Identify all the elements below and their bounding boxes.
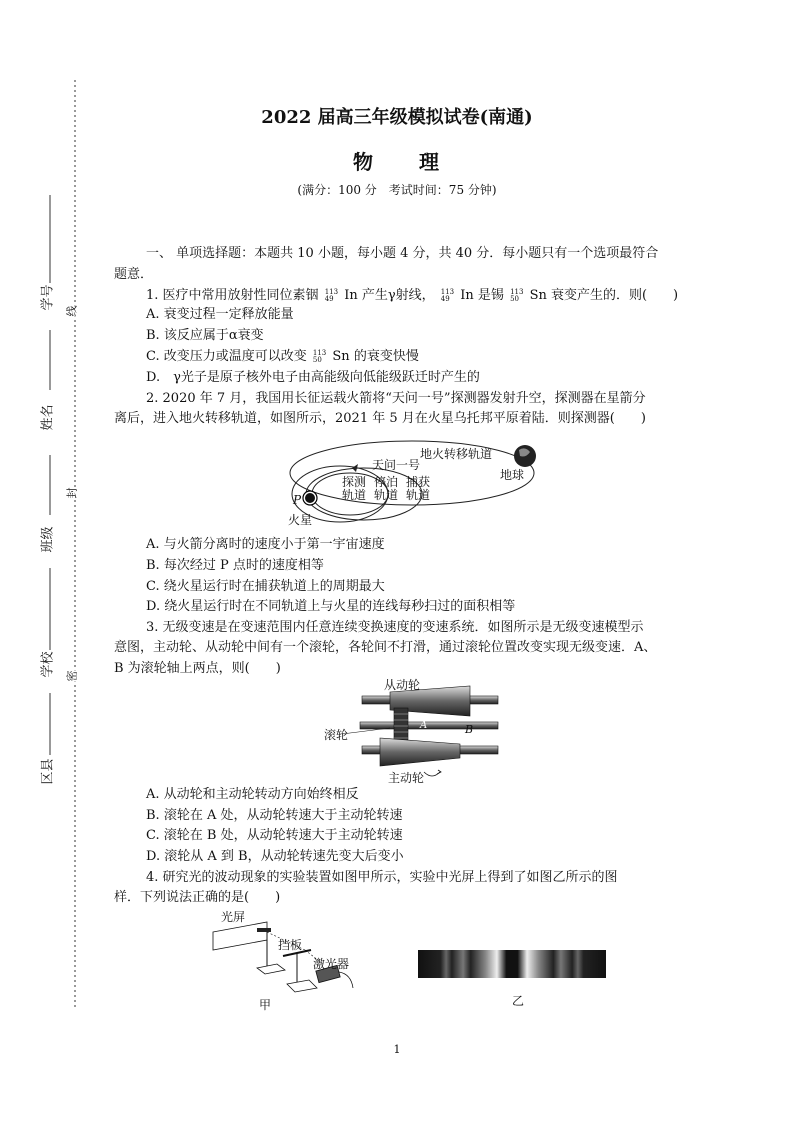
- q1-option-c-text2: Sn 的衰变快慢: [332, 349, 419, 364]
- point-p-label: P: [293, 493, 302, 507]
- nuclide-in-2: [441, 289, 454, 303]
- atomic-number: 49: [440, 294, 450, 303]
- q3-option-d: D. 滚轮从 A 到 B，从动轮转速先变大后变小: [146, 849, 404, 864]
- q2-option-d: D. 绕火星运行时在不同轨道上与火星的连线每秒扫过的面积相等: [146, 599, 516, 614]
- q2-line2: 离后，进入地火转移轨道，如图所示，2021 年 5 月在火星乌托邦平原着陆．则探测器( ): [114, 411, 646, 426]
- q2-option-c: C. 绕火星运行时在捕获轨道上的周期最大: [146, 579, 385, 594]
- exam-info: (满分：100 分 考试时间：75 分钟): [297, 183, 497, 197]
- exam-title: 2022 届高三年级模拟试卷(南通): [261, 107, 533, 128]
- probe-orbit-line1: 探测: [342, 475, 367, 489]
- school-label: 学校: [40, 651, 56, 678]
- nuclide-sn: [510, 289, 523, 303]
- q1-option-c: [114, 347, 684, 367]
- q3-line2: 意图，主动轮、从动轮中间有一个滚轮，各轮间不打滑，通过滚轮位置改变实现无级变速．A、: [114, 640, 657, 655]
- q3-line3: B 为滚轮轴上两点，则( ): [114, 661, 281, 676]
- atomic-number: 49: [324, 294, 334, 303]
- figure-jia-label: 甲: [259, 998, 272, 1012]
- q1-option-b: B. 该反应属于α衰变: [146, 328, 264, 343]
- q2-option-b: B. 每次经过 P 点时的速度相等: [146, 558, 324, 573]
- q1-stem-d: Sn 衰变产生的．则( ): [529, 288, 679, 303]
- parking-orbit-label: [374, 476, 398, 502]
- subject-title: 物 理: [353, 150, 441, 174]
- driving-wheel-label: 主动轮: [388, 771, 425, 785]
- q4-line2: 样．下列说法正确的是( ): [114, 890, 281, 905]
- mars-label: 火星: [288, 513, 313, 527]
- figure-yi-label: 乙: [512, 994, 525, 1008]
- q3-option-a: A. 从动轮和主动轮转动方向始终相反: [146, 787, 359, 802]
- q1-stem-a: 1. 医疗中常用放射性同位素铟: [146, 288, 319, 303]
- capture-orbit-label: [406, 476, 430, 502]
- tianwen-label: 天问一号: [372, 458, 421, 472]
- parking-orbit-line2: 轨道: [374, 488, 399, 502]
- q3-option-c: C. 滚轮在 B 处，从动轮转速大于主动轮转速: [146, 828, 403, 843]
- capture-orbit-line1: 捕获: [406, 475, 431, 489]
- q1-option-d: D. γ光子是原子核外电子由高能级向低能级跃迁时产生的: [146, 370, 480, 385]
- nuclide-sn-c: [313, 350, 326, 364]
- student-id-label: 学号: [40, 284, 56, 311]
- q3-cvt-figure: [320, 676, 510, 786]
- seal-line-mark: 线: [65, 305, 79, 317]
- parking-orbit-line1: 停泊: [374, 475, 399, 489]
- q3-line1: 3. 无级变速是在变速范围内任意连续变换速度的变速系统．如图所示是无级变速模型示: [146, 620, 644, 635]
- point-b-label: B: [465, 723, 474, 736]
- screen-label: 光屏: [221, 910, 246, 924]
- q4-interference-pattern: [418, 950, 606, 978]
- q2-line1: 2. 2020 年 7 月，我国用长征运载火箭将“天问一号”探测器发射升空，探测器在星箭分: [146, 391, 646, 406]
- roller-label: 滚轮: [324, 728, 349, 742]
- mass-number: 113: [312, 348, 327, 357]
- name-label: 姓名: [40, 404, 56, 431]
- seal-seal-mark: 封: [65, 487, 79, 499]
- earth-label: 地球: [500, 468, 525, 482]
- q4-apparatus-figure: [205, 908, 365, 1012]
- q1-option-a: A. 衰变过程一定释放能量: [146, 307, 294, 322]
- mass-number: 113: [324, 287, 339, 296]
- probe-orbit-line2: 轨道: [342, 488, 367, 502]
- fringe-pattern: [418, 950, 606, 978]
- atomic-number: 50: [510, 294, 519, 303]
- district-label: 区县: [40, 758, 56, 785]
- q1-option-c-text1: C. 改变压力或温度可以改变: [146, 349, 307, 364]
- baffle-label: 挡板: [278, 938, 303, 952]
- nuclide-in-1: [325, 289, 338, 303]
- class-label: 班级: [40, 526, 56, 553]
- transfer-orbit-label: 地火转移轨道: [420, 447, 493, 461]
- section-heading-line1: 一、 单项选择题：本题共 10 小题，每小题 4 分，共 40 分．每小题只有一个选项最符合: [146, 246, 659, 261]
- q2-orbit-figure: [282, 438, 542, 530]
- mass-number: 113: [510, 287, 524, 296]
- point-a-label: A: [420, 720, 428, 731]
- capture-orbit-line2: 轨道: [406, 488, 431, 502]
- probe-orbit-label: [342, 476, 366, 502]
- section-heading-line2: 题意．: [114, 267, 154, 282]
- laser-label: 激光器: [313, 957, 350, 971]
- q1-stem: [114, 286, 684, 306]
- seal-secret-mark: 密: [65, 670, 79, 682]
- q3-option-b: B. 滚轮在 A 处，从动轮转速大于主动轮转速: [146, 808, 403, 823]
- q2-option-a: A. 与火箭分离时的速度小于第一宇宙速度: [146, 537, 385, 552]
- page-number: 1: [393, 1043, 401, 1056]
- q1-stem-b: In 产生γ射线，: [344, 288, 435, 303]
- driven-wheel-label: 从动轮: [384, 678, 421, 692]
- q1-stem-c: In 是锡: [460, 288, 504, 303]
- q4-line1: 4. 研究光的波动现象的实验装置如图甲所示，实验中光屏上得到了如图乙所示的图: [146, 870, 618, 885]
- atomic-number: 50: [312, 355, 322, 364]
- mass-number: 113: [440, 287, 455, 296]
